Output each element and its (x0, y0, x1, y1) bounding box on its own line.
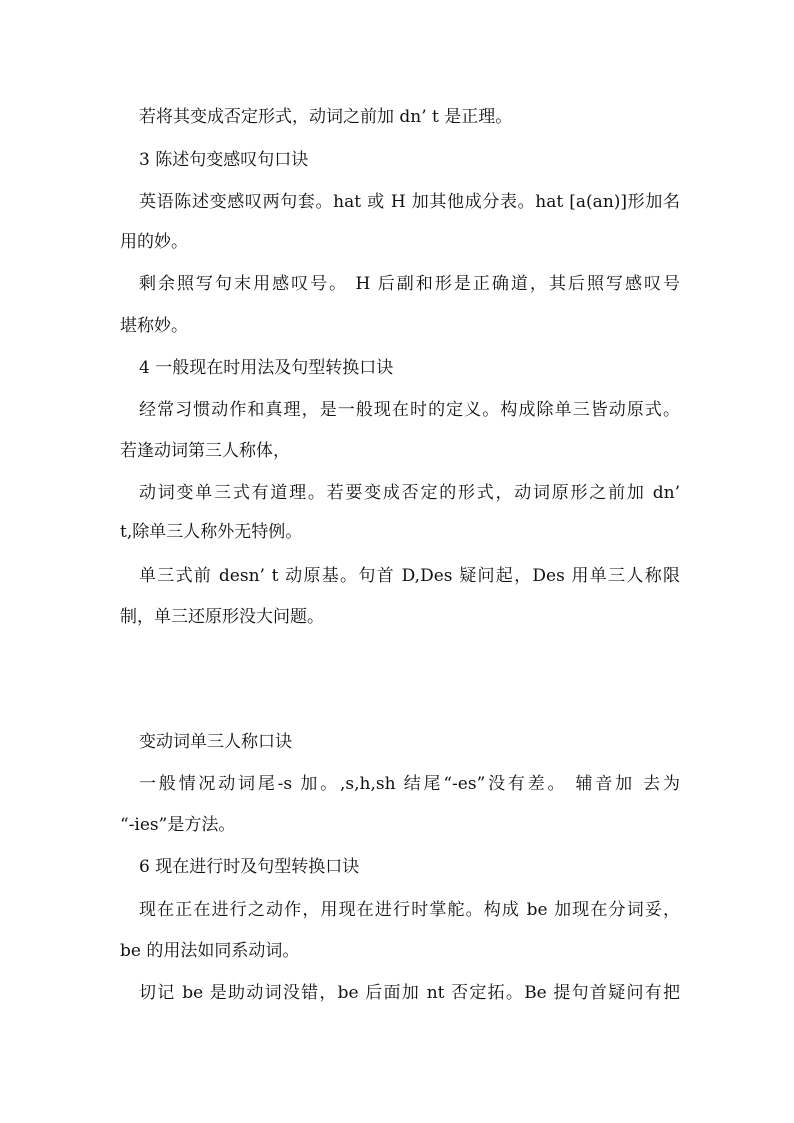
section-heading: 变动词单三人称口诀 (139, 732, 292, 752)
text-line: 切记 be 是助动词没错，be 后面加 nt 否定拓。Be 提句首疑问有把 (139, 983, 680, 1003)
text-line: “-ies”是方法。 (120, 815, 236, 835)
text-line: 剩余照写句末用感叹号。 H 后副和形是正确道，其后照写感叹号 (139, 274, 680, 294)
section-heading: 4 一般现在时用法及句型转换口诀 (139, 358, 394, 378)
text-line: 现在正在进行之动作，用现在进行时掌舵。构成 be 加现在分词妥， (139, 900, 680, 920)
text-line: 用的妙。 (120, 232, 188, 252)
section-heading: 3 陈述句变感叹句口诀 (139, 150, 309, 170)
text-line: 若将其变成否定形式，动词之前加 dn’ t 是正理。 (139, 107, 513, 127)
text-line: 若逢动词第三人称体， (120, 441, 290, 461)
section-heading: 6 现在进行时及句型转换口诀 (139, 857, 360, 877)
text-line: 一般情况动词尾-s 加。,s,h,sh 结尾“-es”没有差。 辅音加 去为 (139, 774, 680, 794)
text-line: t,除单三人称外无特例。 (120, 522, 303, 542)
text-line: 英语陈述变感叹两句套。hat 或 H 加其他成分表。hat [a(an)]形加名 (139, 192, 680, 212)
text-line: 制，单三还原形没大问题。 (120, 607, 324, 627)
text-line: be 的用法如同系动词。 (120, 941, 300, 961)
text-line: 堪称妙。 (120, 316, 188, 336)
text-line: 动词变单三式有道理。若要变成否定的形式，动词原形之前加 dn’ (139, 483, 680, 503)
text-line: 经常习惯动作和真理，是一般现在时的定义。构成除单三皆动原式。 (139, 400, 680, 420)
text-line: 单三式前 desn’ t 动原基。句首 D,Des 疑问起，Des 用单三人称限 (139, 566, 680, 586)
